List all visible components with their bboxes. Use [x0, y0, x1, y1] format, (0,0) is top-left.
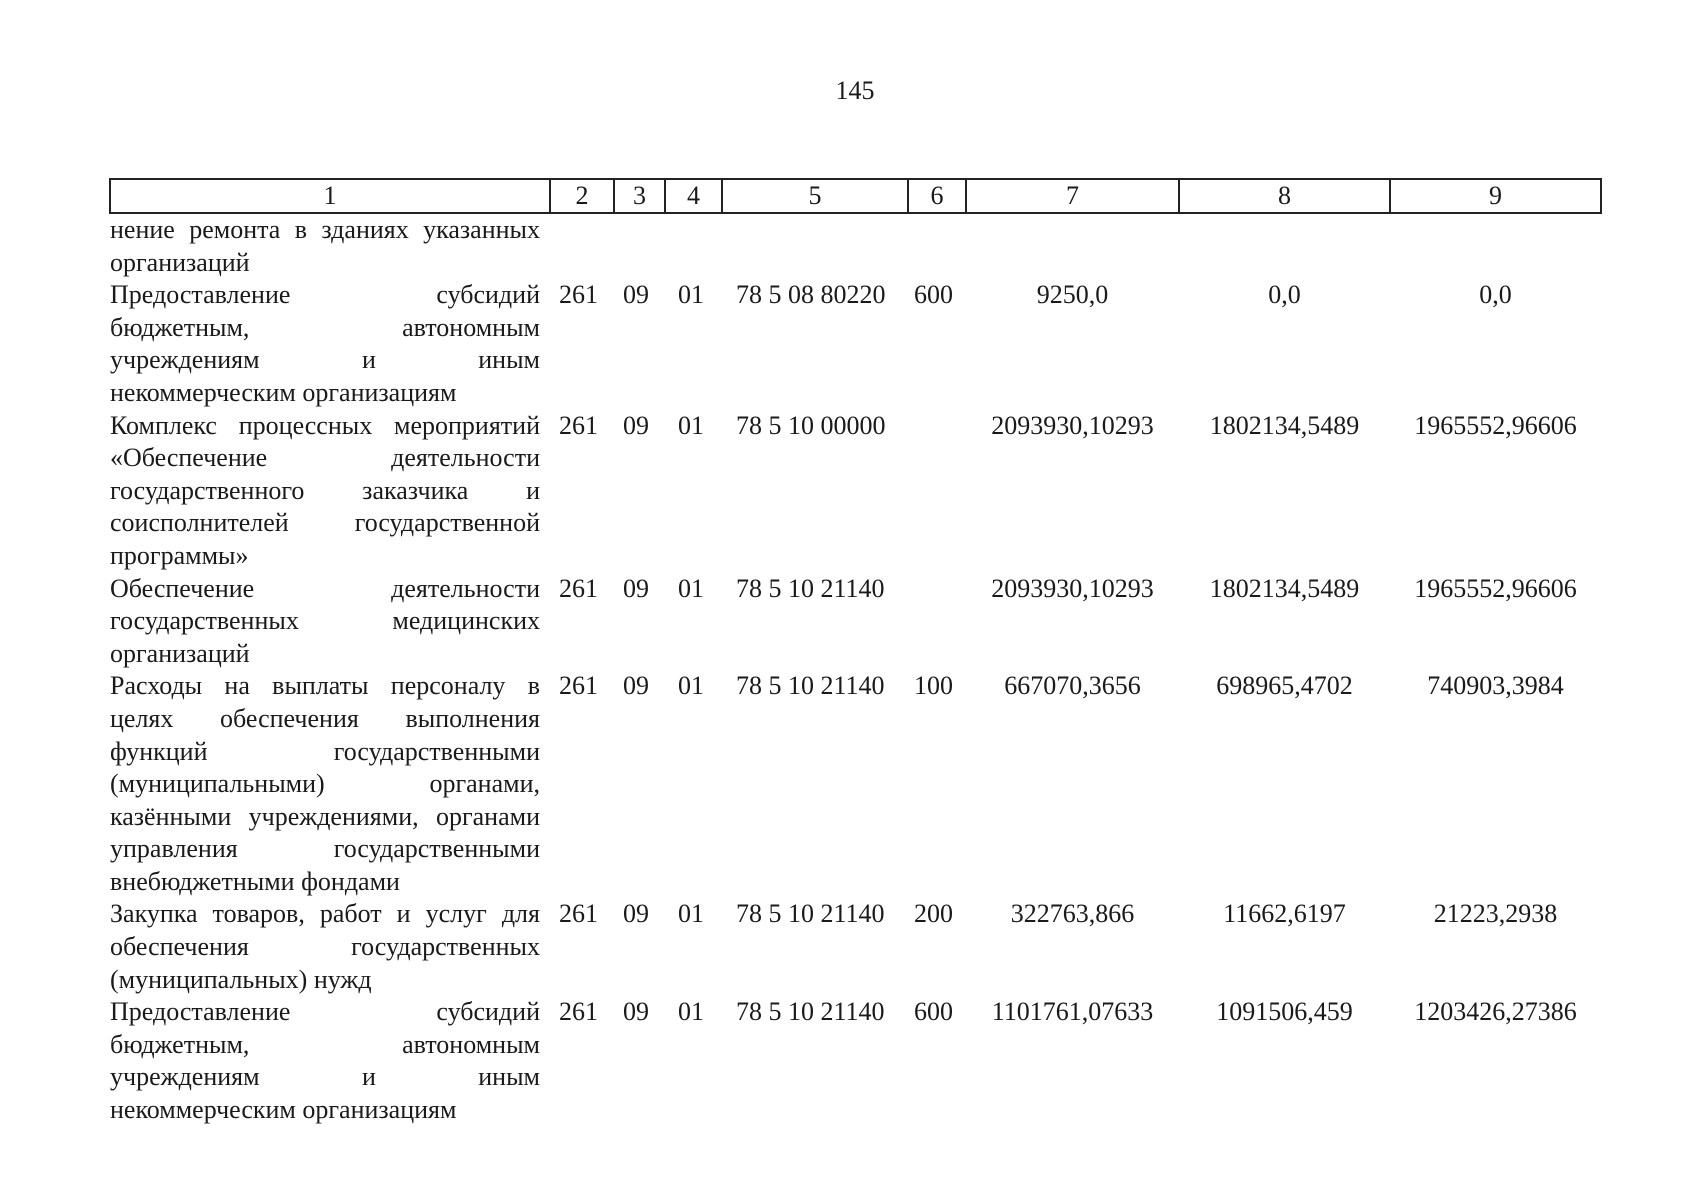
cell-target-article: 78 5 10 21140: [736, 573, 885, 603]
cell-expense-type: 100: [914, 671, 953, 701]
cell-amount-col7: 1101761,07633: [991, 997, 1154, 1027]
cell-section-code: 09: [623, 410, 649, 440]
cell-amount-col7: 2093930,10293: [991, 410, 1154, 440]
cell-subsection-code: 01: [678, 410, 704, 440]
cell-subsection-code: [665, 213, 722, 279]
cell-expense-type: [908, 213, 966, 279]
cell-amount-col7: 667070,3656: [1004, 671, 1141, 701]
cell-amount-col8: 0,0: [1268, 280, 1301, 310]
table-row: [110, 573, 1601, 671]
table-row: [110, 996, 1601, 1126]
row-description: нение ремонта в зданиях указанных организаций: [110, 215, 540, 277]
row-description: Комплекс процессных мероприятий «Обеспечение деятельности государственного заказчика и соисполнителей государственной программы»: [110, 410, 540, 570]
column-header: 6: [908, 179, 966, 213]
column-header: 2: [550, 179, 614, 213]
cell-amount-col7: 9250,0: [1036, 280, 1109, 310]
cell-section-code: 09: [623, 280, 649, 310]
page-number: 145: [835, 76, 875, 105]
cell-section-code: 09: [623, 671, 649, 701]
row-description: Предоставление субсидий бюджетным, автономным учреждениям и иным некоммерческим организациям: [110, 280, 540, 407]
cell-amount-col9: 1203426,27386: [1414, 997, 1577, 1027]
cell-amount-col9: 740903,3984: [1427, 671, 1564, 701]
column-header: 7: [966, 179, 1179, 213]
column-header: 1: [110, 179, 550, 213]
cell-amount-col7: 2093930,10293: [991, 573, 1154, 603]
cell-target-article: 78 5 10 21140: [736, 899, 885, 929]
table-row: [110, 670, 1601, 898]
cell-amount-col8: 1802134,5489: [1209, 573, 1360, 603]
cell-ministry-code: 261: [559, 410, 598, 440]
cell-amount-col9: [1390, 213, 1601, 279]
cell-target-article: 78 5 10 21140: [736, 997, 885, 1027]
cell-subsection-code: 01: [678, 997, 704, 1027]
cell-expense-type: 600: [914, 997, 953, 1027]
cell-amount-col9: 21223,2938: [1433, 899, 1558, 929]
column-header: 9: [1390, 179, 1601, 213]
table-row: [110, 898, 1601, 996]
cell-amount-col8: 1091506,459: [1216, 997, 1353, 1027]
cell-expense-type: [908, 573, 966, 671]
cell-target-article: 78 5 08 80220: [736, 280, 886, 310]
cell-amount-col9: 1965552,96606: [1414, 410, 1577, 440]
cell-ministry-code: 261: [559, 997, 598, 1027]
cell-ministry-code: 261: [559, 280, 598, 310]
cell-amount-col8: [1179, 213, 1390, 279]
cell-expense-type: 200: [914, 899, 953, 929]
cell-amount-col7: 322763,866: [1010, 899, 1135, 929]
cell-amount-col8: 698965,4702: [1216, 671, 1353, 701]
column-header: 3: [614, 179, 665, 213]
table-row: [110, 279, 1601, 409]
cell-subsection-code: 01: [678, 899, 704, 929]
cell-section-code: 09: [623, 997, 649, 1027]
table-header-row: [110, 179, 1601, 213]
cell-ministry-code: 261: [559, 573, 598, 603]
column-header: 5: [722, 179, 908, 213]
cell-subsection-code: 01: [678, 280, 704, 310]
cell-amount-col8: 11662,6197: [1223, 899, 1346, 929]
row-description: Закупка товаров, работ и услуг для обеспечения государственных (муниципальных) нужд: [110, 899, 540, 994]
column-header: 4: [665, 179, 722, 213]
row-description: Предоставление субсидий бюджетным, автономным учреждениям и иным некоммерческим организациям: [110, 997, 540, 1125]
cell-amount-col9: 1965552,96606: [1414, 573, 1577, 603]
cell-ministry-code: [550, 213, 614, 279]
cell-amount-col7: [966, 213, 1179, 279]
budget-table: [109, 178, 1602, 1127]
cell-subsection-code: 01: [678, 573, 704, 603]
cell-amount-col9: 0,0: [1479, 280, 1512, 310]
cell-target-article: 78 5 10 00000: [736, 410, 886, 440]
cell-expense-type: 600: [914, 280, 953, 310]
cell-ministry-code: 261: [559, 671, 598, 701]
table-row: [110, 213, 1601, 279]
cell-expense-type: [908, 410, 966, 573]
cell-section-code: [614, 213, 665, 279]
cell-ministry-code: 261: [559, 899, 598, 929]
row-description: Расходы на выплаты персоналу в целях обеспечения выполнения функций государственными (муниципальными) органами, казёнными учреждениями, органами управления государственными внебюджетными фондами: [110, 671, 540, 896]
cell-section-code: 09: [623, 899, 649, 929]
column-header: 8: [1179, 179, 1390, 213]
row-description: Обеспечение деятельности государственных медицинских организаций: [110, 573, 540, 668]
cell-subsection-code: 01: [678, 671, 704, 701]
cell-target-article: [722, 213, 908, 279]
cell-target-article: 78 5 10 21140: [736, 671, 885, 701]
table-row: [110, 410, 1601, 573]
cell-amount-col8: 1802134,5489: [1209, 410, 1360, 440]
cell-section-code: 09: [623, 573, 649, 603]
